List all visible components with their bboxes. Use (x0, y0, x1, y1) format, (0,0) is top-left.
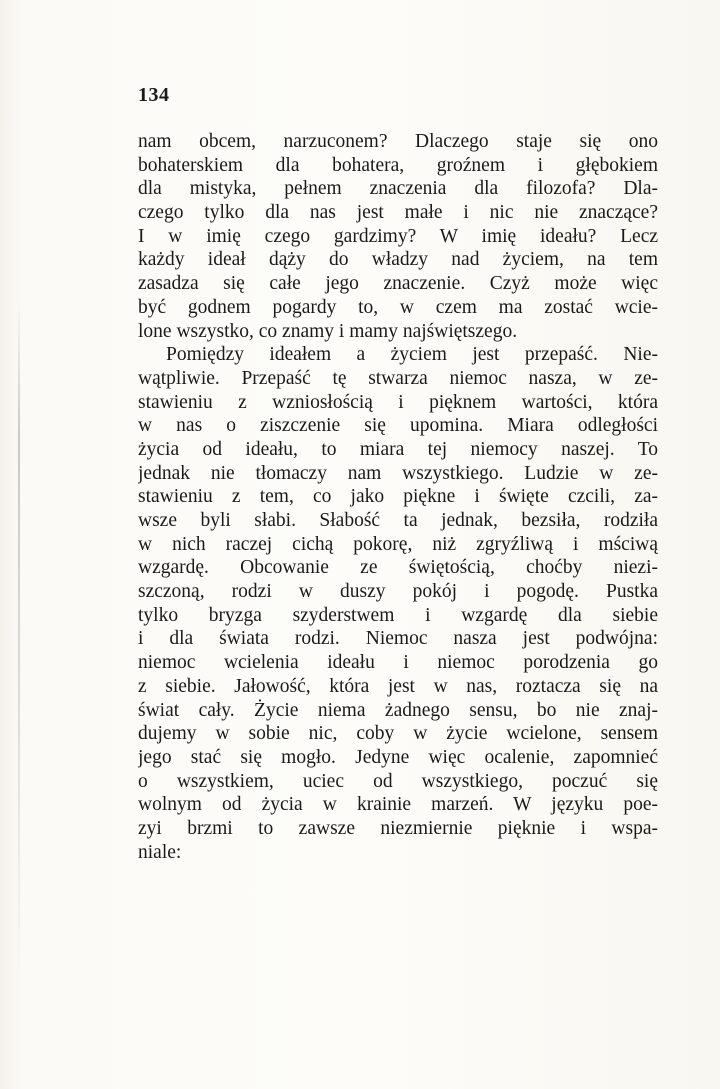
text-line: niale: (138, 841, 182, 863)
text-line: wolnym od życia w krainie marzeń. W języku poe- (138, 794, 658, 816)
text-line: wzgardę. Obcowanie ze świętością, choćby niezi- (138, 557, 658, 579)
text-line: zyi brzmi to zawsze niezmiernie pięknie i wspa- (138, 817, 658, 839)
text-line: lone wszystko, co znamy i mamy najświętszego. (138, 320, 518, 342)
text-line: i dla świata rodzi. Niemoc nasza jest podwójna: (138, 628, 658, 650)
text-line: życia od ideału, to miara tej niemocy naszej. To (138, 438, 658, 460)
text-line: nam obcem, narzuconem? Dlaczego staje się ono (138, 131, 658, 152)
text-line: wątpliwie. Przepaść tę stwarza niemoc nasza, w ze- (138, 367, 658, 389)
text-line: w nich raczej cichą pokorę, niż zgryźliwą i mściwą (138, 533, 658, 555)
text-line: świat cały. Życie niema żadnego sensu, bo nie znaj- (138, 699, 658, 721)
page-binding-shadow (18, 300, 20, 980)
text-line: szczoną, rodzi w duszy pokój i pogodę. Pustka (138, 581, 658, 603)
text-line: czego tylko dla nas jest małe i nic nie znaczące? (138, 202, 658, 224)
text-line: dla mistyka, pełnem znaczenia dla filozofa? Dla- (138, 178, 658, 200)
text-line: I w imię czego gardzimy? W imię ideału? Lecz (138, 225, 658, 247)
text-line: bohaterskiem dla bohatera, groźnem i głębokiem (138, 154, 658, 176)
text-line: dujemy w sobie nic, coby w życie wcielone, sensem (138, 723, 658, 745)
body-text (138, 130, 658, 864)
text-line: tylko bryzga szyderstwem i wzgardę dla siebie (138, 604, 658, 626)
text-line: wsze byli słabi. Słabość ta jednak, bezsiła, rodziła (138, 510, 658, 531)
text-line: każdy ideał dąży do władzy nad życiem, na tem (138, 249, 658, 271)
text-line: jednak nie tłomaczy nam wszystkiego. Ludzie w ze- (138, 462, 658, 484)
text-line: w nas o ziszczenie się upomina. Miara odległości (138, 415, 658, 437)
text-line: o wszystkiem, uciec od wszystkiego, poczuć się (138, 770, 658, 792)
text-line: niemoc wcielenia ideału i niemoc porodzenia go (138, 652, 658, 674)
text-line: być godnem pogardy to, w czem ma zostać wcie- (138, 296, 658, 318)
page-number: 134 (138, 84, 170, 106)
text-line: stawieniu z wzniosłością i pięknem wartości, która (138, 391, 658, 413)
text-line: z siebie. Jałowość, która jest w nas, roztacza się na (138, 675, 658, 697)
text-line: Pomiędzy ideałem a życiem jest przepaść. Nie- (166, 344, 658, 366)
text-line: zasadza się całe jego znaczenie. Czyż może więc (138, 273, 658, 295)
text-line: jego stać się mogło. Jedyne więc ocalenie, zapomnieć (138, 746, 658, 768)
text-line: stawieniu z tem, co jako piękne i święte czcili, za- (138, 486, 658, 508)
